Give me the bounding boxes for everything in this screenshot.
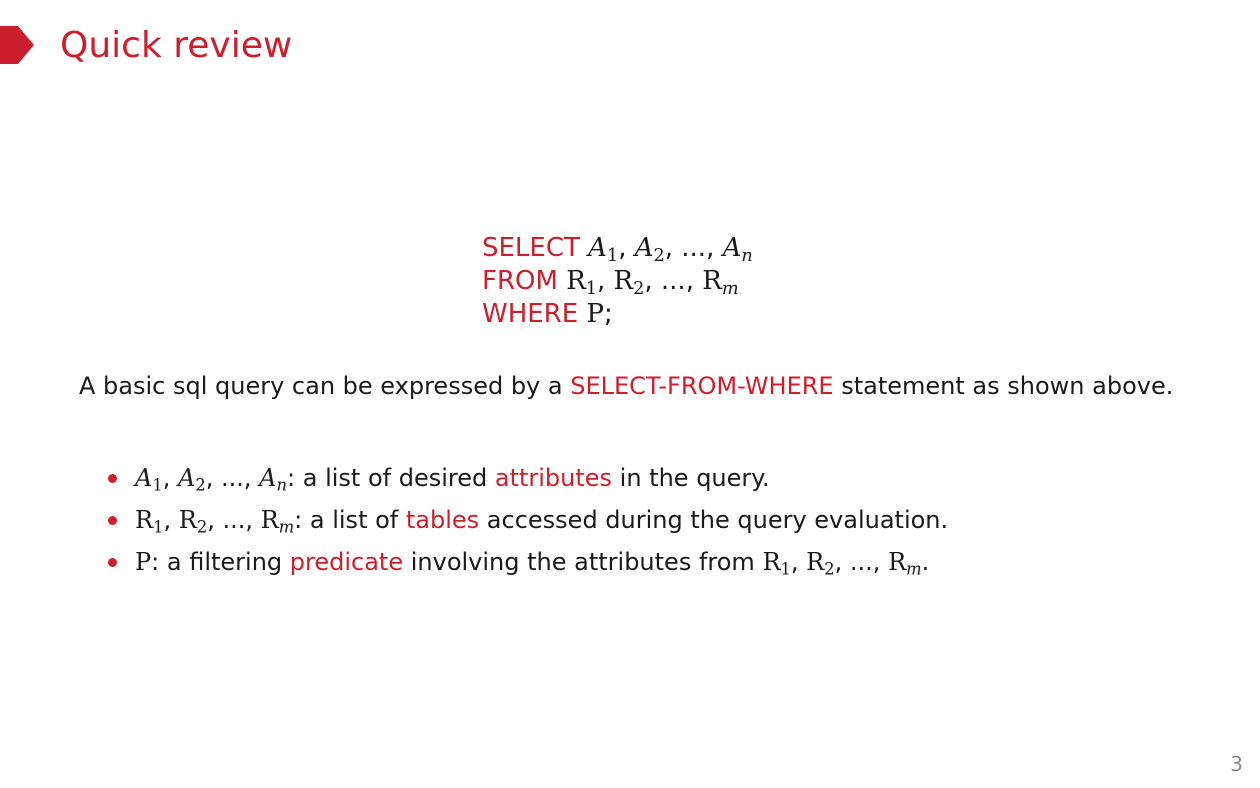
bullet-item-attributes: $A_1$, $A_2$, ..., $A_n$: a list of desired attributes in the query. bbox=[106, 461, 948, 503]
title-marker-icon bbox=[0, 26, 34, 64]
sql-where-line: WHERE P; bbox=[482, 299, 613, 329]
sql-select-line: SELECT $A_1$, $A_2$, ..., $A_n$ bbox=[482, 233, 753, 266]
bullet-highlight-attributes: attributes bbox=[494, 464, 613, 492]
bullet-list bbox=[106, 461, 948, 587]
bullet-dot-icon bbox=[108, 516, 117, 525]
sql-keyword-where: WHERE bbox=[482, 299, 579, 329]
summary-text: A basic sql query can be expressed by a SELECT-FROM-WHERE statement as shown above. bbox=[79, 372, 1174, 400]
sql-keyword-from: FROM bbox=[482, 266, 558, 296]
bullet-item-predicate: P: a filtering predicate involving the attributes from $R_1$, $R_2$, ..., $R_m$. bbox=[106, 545, 948, 587]
summary-highlight: SELECT-FROM-WHERE bbox=[570, 372, 834, 400]
bullet-dot-icon bbox=[108, 558, 117, 567]
bullet-dot-icon bbox=[108, 474, 117, 483]
bullet-highlight-tables: tables bbox=[405, 506, 480, 534]
bullet-item-tables: $R_1$, $R_2$, ..., $R_m$: a list of tables accessed during the query evaluation. bbox=[106, 503, 948, 545]
sql-query-block bbox=[482, 232, 753, 331]
page-number: 3 bbox=[1230, 752, 1243, 776]
sql-keyword-select: SELECT bbox=[482, 233, 580, 263]
slide-title: Quick review bbox=[60, 25, 293, 66]
sql-from-line: FROM $R_1$, $R_2$, ..., $R_m$ bbox=[482, 266, 739, 299]
bullet-highlight-predicate: predicate bbox=[289, 548, 404, 576]
